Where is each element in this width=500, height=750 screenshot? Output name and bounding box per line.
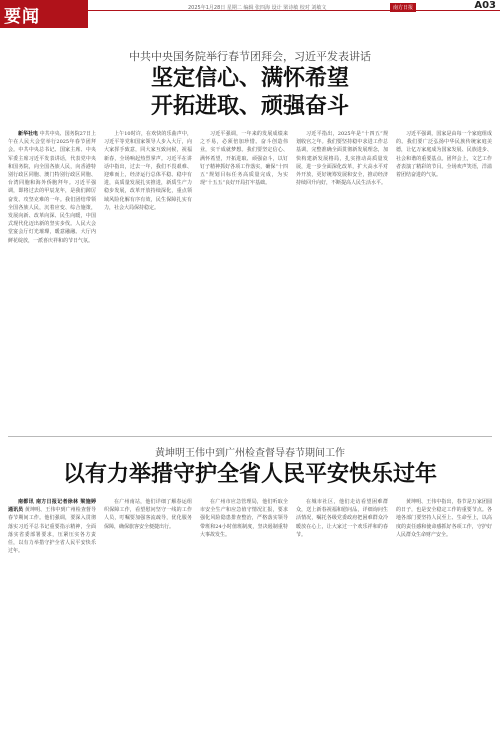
article2-column-5	[396, 498, 492, 742]
page-number: A03	[474, 0, 496, 11]
article2-column-4	[296, 498, 388, 742]
article2-col2-text: 在广州南站，他们详细了解春运组织保障工作，看望慰问坚守一线的工作人员，叮嘱要加强客流疏导，优化服务保障，确保旅客安全便捷出行。	[104, 499, 192, 530]
article1-col1-text: 中共中央、国务院27日上午在人民大会堂举行2025年春节团拜会。中共中央总书记、国家主席、中央军委主席习近平发表讲话，代表党中央和国务院，向全国各族人民，向香港特别行政区同胞、澳门特别行政区同胞、台湾同胞和海外侨胞拜年。习近平强调，即将过去的甲辰龙年，是我们踔厉奋发、攻坚克难的一年。我们团结带领全国各族人民，沉着应变、综合施策，发展向新、改革向深、民生向暖，中国式现代化迈出新的坚实步伐。人民大会堂宴会厅灯光璀璨，暖意融融。大厅内鲜花绽放，一派喜庆祥和的节日气氛。	[8, 131, 96, 244]
article2-byline: 南都讯 南方日报记者徐林 梁施婷 通讯员	[8, 499, 96, 514]
article1-column-2	[104, 130, 192, 430]
newspaper-header	[0, 0, 500, 28]
article2-col4-text: 在城市社区，他们走访看望困难群众，送上新春祝福和慰问品，详细询问生活情况，嘱托各级党委政府把困难群众冷暖放在心上，让大家过一个欢乐祥和的春节。	[296, 499, 388, 538]
article1-col2-text: 上午10时许，在欢快的乐曲声中，习近平等党和国家领导人步入大厅，向大家挥手致意，同大家互致问候，祝福新春，全场响起热烈掌声。习近平在讲话中指出，过去一年，我们不畏艰难、迎难而上，经济运行总体平稳、稳中有进，高质量发展扎实推进，新质生产力稳步发展，改革开放持续深化，重点领域风险化解有序有效，民生保障扎实有力，社会大局保持稳定。	[104, 131, 192, 211]
section-banner	[0, 0, 88, 28]
article1-headline-line2: 开拓进取、顽强奋斗	[150, 93, 349, 119]
article1-col3-text: 习近平强调，一年来的发展成绩来之不易，必须倍加珍惜。奋斗创造伟业，实干成就梦想。我们要坚定信心、满怀希望，开拓进取、顽强奋斗，以钉钉子精神抓好各项工作落实，确保“十四五”规划目标任务高质量完成，为实现“十五五”良好开局打牢基础。	[200, 131, 288, 187]
article1-headline-line1: 坚定信心、满怀希望	[150, 65, 349, 91]
article2-column-3	[200, 498, 288, 742]
section-divider	[8, 436, 492, 437]
section-title: 要闻	[4, 7, 40, 27]
article1-col5-text: 习近平强调，国家是由每一个家庭组成的。我们要广泛弘扬中华民族传统家庭美德，让亿万家庭成为国家发展、民族进步、社会和谐的重要基点。团拜会上，文艺工作者表演了精彩的节目。全场欢声笑语，洋溢着团结奋进的气氛。	[396, 131, 492, 179]
article1-column-4	[296, 130, 388, 430]
paper-tagline: 南方日报	[390, 3, 416, 12]
article1-column-1	[8, 130, 96, 430]
article2-headline: 以有力举措守护全省人民平安快乐过年	[62, 461, 437, 487]
article2-column-1	[8, 498, 96, 742]
article1-kicker: 中共中央国务院举行春节团拜会，习近平发表讲话	[129, 50, 371, 63]
article2-column-2	[104, 498, 192, 742]
article1-headline	[0, 64, 500, 120]
article1-byline: 新华社电	[18, 131, 39, 137]
article1-column-3	[200, 130, 288, 430]
article2-col5-text: 黄坤明、王伟中指出，春节是万家团圆的日子，也是安全稳定工作的重要节点。各地各部门要坚持人民至上、生命至上，以高度的责任感和使命感抓好各项工作，守护好人民群众生命财产安全。	[396, 499, 492, 538]
article1-column-5	[396, 130, 492, 430]
article2-col1-text: 黄坤明、王伟中到广州检查督导春节期间工作。他们强调，要深入贯彻落实习近平总书记重要指示精神，全面落实省委部署要求，压紧压实各方责任，以有力举措守护全省人民平安快乐过年。	[8, 507, 96, 555]
article1-col4-text: 习近平指出，2025年是“十四五”规划收官之年。我们要坚持稳中求进工作总基调，完整准确全面贯彻新发展理念，加快构建新发展格局，扎实推动高质量发展，进一步全面深化改革，扩大高水平对外开放，更好统筹发展和安全，推动经济持续回升向好，不断提高人民生活水平。	[296, 131, 388, 187]
dateline: 2025年1月28日 星期二 编辑 张四海 设计 梁诗敏 校对 刘敏文	[188, 5, 327, 11]
article2-col3-text: 在广州市应急管理局，他们听取全市安全生产和应急值守情况汇报，要求强化风险隐患排查整治，严格落实领导带班和24小时值班制度，坚决遏制重特大事故发生。	[200, 499, 288, 538]
article2-kicker: 黄坤明王伟中到广州检查督导春节期间工作	[155, 448, 345, 459]
